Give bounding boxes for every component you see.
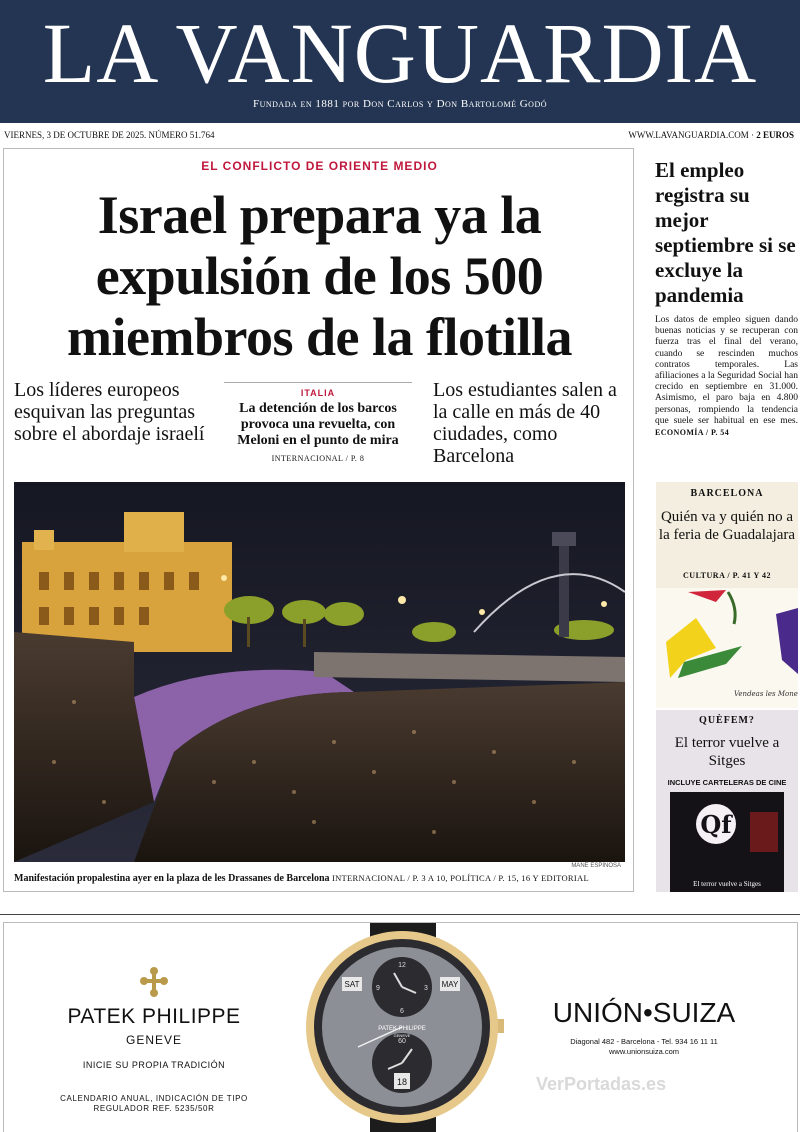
subhead-tag: ITALIA — [300, 388, 336, 398]
promo-illustration — [656, 588, 798, 708]
dial-number: 3 — [424, 985, 428, 992]
subhead-text: La detención de los barcos provoca una revuelta, con Meloni en el punto de mira — [237, 401, 399, 448]
ad-ref-line1: CALENDARIO ANUAL, INDICACIÓN DE TIPO — [60, 1094, 248, 1103]
promo-section-label: BARCELONA — [690, 488, 764, 499]
advertisement[interactable] — [3, 922, 798, 1132]
date-issue: VIERNES, 3 DE OCTUBRE DE 2025. NÚMERO 51.764 — [4, 130, 215, 140]
ad-brand-sub: GENEVE — [125, 1033, 182, 1047]
photo-caption — [14, 873, 629, 884]
lead-photo-illustration — [14, 482, 625, 862]
website-link[interactable]: WWW.LAVANGUARDIA.COM — [628, 130, 749, 140]
promo-signature: Vendeas les Mone — [734, 690, 798, 698]
magazine-logo: Qf — [700, 810, 732, 839]
dateline — [0, 128, 800, 144]
promo-title: El terror vuelve a Sitges — [674, 735, 780, 769]
lead-photo[interactable] — [14, 482, 625, 862]
ad-slogan: INICIE SU PROPIA TRADICIÓN — [82, 1060, 226, 1070]
calatrava-cross-icon — [138, 965, 170, 1001]
ad-brand: PATEK PHILIPPE — [67, 1005, 241, 1028]
lead-headline[interactable] — [14, 185, 625, 368]
promo-ref: CULTURA / P. 41 Y 42 — [683, 571, 771, 580]
price: 2 EUROS — [756, 130, 794, 140]
watch-dial-brand: PATEK PHILIPPE — [378, 1026, 426, 1032]
dealer-website[interactable]: www.unionsuiza.com — [608, 1047, 680, 1056]
subhead-right[interactable]: Los estudiantes salen a la calle en más de 40 ciudades, como Barcelona — [433, 379, 617, 467]
dial-day: SAT — [344, 980, 360, 989]
dial-number: 6 — [400, 1008, 404, 1015]
dial-number: 60 — [398, 1038, 406, 1045]
side-story-employment[interactable] — [655, 158, 798, 439]
caption-text: Manifestación propalestina ayer en la plaza de les Drassanes de Barcelona — [14, 873, 330, 884]
promo-title: Quién va y quién no a la feria de Guadalajara — [658, 509, 796, 543]
subhead-middle[interactable] — [224, 382, 412, 463]
headline-line: Israel prepara ya la — [97, 185, 542, 245]
masthead — [0, 0, 800, 123]
promo-barcelona[interactable] — [656, 482, 798, 708]
promo-quefem[interactable] — [656, 710, 798, 892]
headline-line: expulsión de los 500 — [95, 246, 544, 306]
lead-story — [3, 148, 634, 892]
dealer-address: Diagonal 482 - Barcelona - Tel. 934 16 11 11 — [570, 1037, 718, 1046]
magazine-cover — [670, 792, 784, 892]
dealer-logo: UNIÓN•SUIZA — [552, 997, 736, 1028]
subhead-ref: INTERNACIONAL / P. 8 — [271, 454, 365, 463]
side-story-ref: ECONOMÍA / P. 54 — [655, 428, 730, 438]
newspaper-logo[interactable]: LA VANGUARDIA — [42, 5, 758, 101]
dial-number: 12 — [398, 962, 406, 969]
side-story-body — [655, 315, 798, 439]
promo-note: INCLUYE CARTELERAS DE CINE — [667, 778, 787, 787]
site-price: WWW.LAVANGUARDIA.COM · 2 EUROS — [628, 130, 794, 140]
side-story-title: El empleo registra su mejor septiembre si se excluye la pandemia — [655, 158, 796, 307]
photo-credit: MANÉ ESPINOSA — [571, 863, 621, 869]
ad-separator — [0, 914, 800, 915]
magazine-cover-caption: El terror vuelve a Sitges — [693, 880, 761, 888]
watch-dial-sub: GENEVE — [393, 1033, 411, 1038]
dial-date: 18 — [396, 1077, 408, 1087]
caption-ref: INTERNACIONAL / P. 3 A 10, POLÍTICA / P. 15, 16 Y EDITORIAL — [329, 873, 589, 883]
watch-icon — [298, 923, 508, 1132]
subhead-left[interactable]: Los líderes europeos esquivan las preguntas sobre el abordaje israelí — [14, 379, 205, 445]
watermark: VerPortadas.es — [536, 1074, 667, 1094]
side-story-text: Los datos de empleo siguen dando buenas noticias y se recuperan con fuerza tras el final del verano, cuando se rescinden muchos contratos temporales. Las afiliaciones a la Seguridad Social han crecido en septiembre en 31.000. Asimismo, el paro baja en 4.800 personas, rompiendo la tendencia que suele ser habitual en ese mes. — [655, 315, 798, 426]
masthead-tagline: Fundada en 1881 por Don Carlos y Don Bartolomé Godó — [252, 98, 548, 110]
ad-ref-line2: REGULADOR REF. 5235/50R — [93, 1104, 215, 1113]
lead-kicker: EL CONFLICTO DE ORIENTE MEDIO — [201, 159, 438, 173]
promo-section-label: QUÈFEM? — [699, 715, 755, 726]
dial-month: MAY — [441, 980, 459, 989]
headline-line: miembros de la flotilla — [67, 307, 572, 367]
dial-number: 9 — [376, 985, 380, 992]
